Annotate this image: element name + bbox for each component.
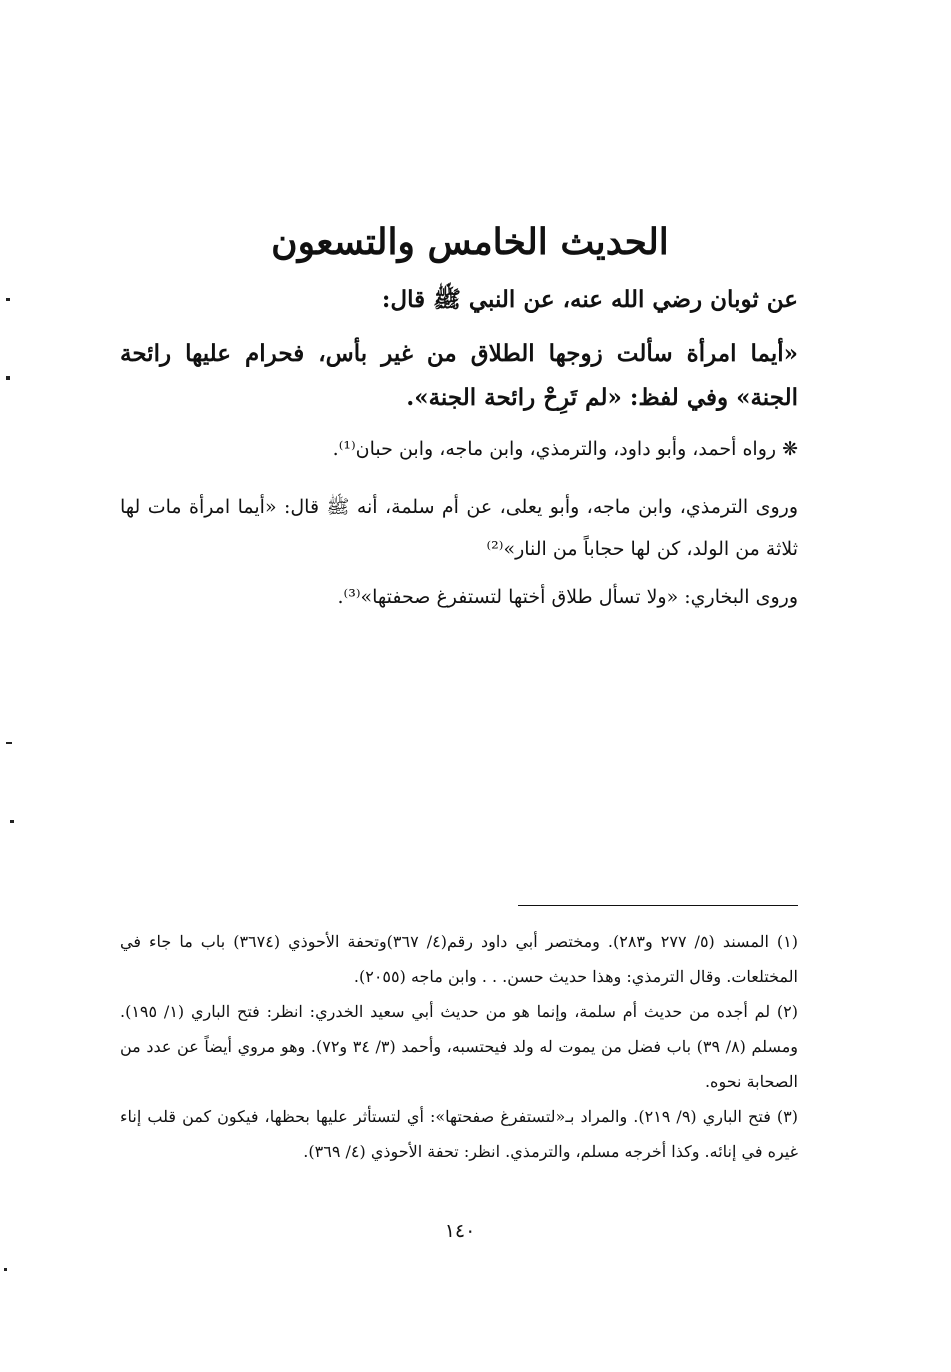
- narration-line: وروى البخاري: «ولا تسأل طلاق أختها لتستفرغ صحفتها»⁽³⁾.: [337, 586, 798, 608]
- footnote-divider: [518, 905, 798, 906]
- narration-paragraph: وروى الترمذي، وابن ماجه، وأبو يعلى، عن أم سلمة، أنه ﷺ قال: «أيما امرأة مات لها ثلاثة من الولد، كن لها حجاباً من النار»⁽²⁾: [120, 496, 798, 560]
- page-number: ١٤٠: [444, 1220, 476, 1242]
- chapter-title: الحديث الخامس والتسعون: [271, 221, 669, 263]
- footnote-item: (١) المسند (٥/ ٢٧٧ و٢٨٣). ومختصر أبي داود رقم(٤/ ٣٦٧)وتحفة الأحوذي (٣٦٧٤) باب ما جاء في المختلعات. وقال الترمذي: وهذا حديث حسن. . . وابن ماجه (٢٠٥٥).: [120, 932, 798, 986]
- scan-artifact: [6, 376, 10, 380]
- footnote-item: (٣) فتح الباري (٩/ ٢١٩). والمراد بـ«لتستفرغ صفحتها»: أي لتستأثر عليها بحظها، فيكون كمن قلب إناء غيره في إنائه. وكذا أخرجه مسلم، والترمذي. انظر: تحفة الأحوذي (٤/ ٣٦٩).: [120, 1107, 798, 1161]
- narration-line: ❋ رواه أحمد، وأبو داود، والترمذي، وابن ماجه، وابن حبان⁽¹⁾.: [332, 438, 798, 460]
- footnotes: [120, 924, 798, 1169]
- scan-artifact: [4, 1268, 7, 1271]
- scan-artifact: [10, 820, 14, 823]
- footnote-item: (٢) لم أجده من حديث أم سلمة، وإنما هو من حديث أبي سعيد الخدري: انظر: فتح الباري (١/ ١٩٥). ومسلم (٨/ ٣٩) باب فضل من يموت له ولد فيحتسبه، وأحمد (٣/ ٣٤ و٧٢). وهو مروي أيضاً عن عدد من الصحابة نحوه.: [120, 1002, 799, 1091]
- hadith-intro: عن ثوبان رضي الله عنه، عن النبي ﷺ قال:: [381, 286, 798, 313]
- scan-artifact: [6, 742, 12, 744]
- hadith-text: «أيما امرأة سألت زوجها الطلاق من غير بأس، فحرام عليها رائحة الجنة» وفي لفظ: «لم تَرِحْ رائحة الجنة».: [120, 340, 798, 411]
- scan-artifact: [6, 298, 10, 301]
